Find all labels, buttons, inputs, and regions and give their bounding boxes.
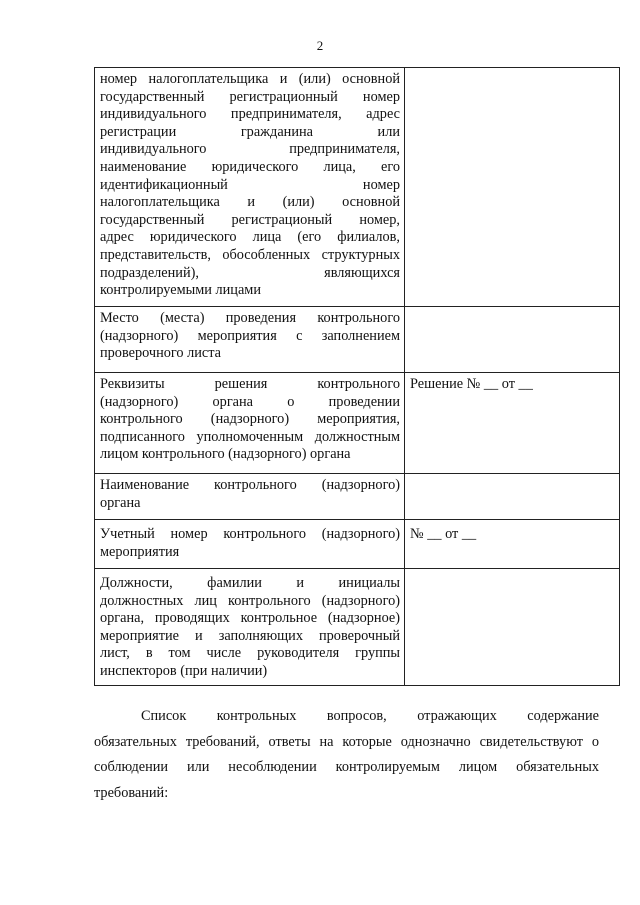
label-line: органа <box>100 494 141 511</box>
row-value-cell[interactable]: № __ от __ <box>405 520 620 569</box>
checklist-intro-paragraph <box>94 704 599 806</box>
paragraph-line: обязательных требований, ответы на которые однозначно свидетельствуют о <box>94 733 599 750</box>
checklist-header-table <box>94 67 620 686</box>
label-line: лицом контрольного (надзорного) органа <box>100 446 351 463</box>
label-line: идентификационный номер <box>100 176 400 193</box>
label-line: Учетный номер контрольного (надзорного) <box>100 526 400 542</box>
row-label-cell <box>95 569 405 686</box>
label-line: контролируемыми лицами <box>100 282 262 299</box>
label-line: представительств, обособленных структурных <box>100 246 400 263</box>
table-row <box>95 569 620 686</box>
label-line: индивидуального предпринимателя, адрес <box>100 106 400 123</box>
label-line: наименование юридического лица, его <box>100 158 400 175</box>
label-line: подписанного уполномоченным должностным <box>100 428 400 445</box>
page-number: 2 <box>316 38 324 53</box>
row-value-cell[interactable] <box>405 68 620 307</box>
table-row <box>95 68 620 307</box>
row-label-cell <box>95 68 405 307</box>
table-row <box>95 520 620 569</box>
label-line: инспекторов (при наличии) <box>100 662 268 679</box>
paragraph-line: требований: <box>94 784 169 801</box>
row-label-cell <box>95 373 405 474</box>
label-line: номер налогоплательщика и (или) основной <box>100 71 400 87</box>
label-line: регистрации гражданина или <box>100 123 400 140</box>
label-line: контрольного (надзорного) мероприятия, <box>100 411 400 428</box>
label-line: налогоплательщика и (или) основной <box>100 194 400 211</box>
label-line: (надзорного) мероприятия с заполнением <box>100 327 400 344</box>
label-line: подразделений), являющихся <box>100 264 400 281</box>
label-line: мероприятие и заполняющих проверочный <box>100 627 400 644</box>
table-row <box>95 373 620 474</box>
label-line: государственный регистрационый номер, <box>100 211 400 228</box>
label-line: индивидуального предпринимателя, <box>100 141 400 158</box>
label-line: Должности, фамилии и инициалы <box>100 575 400 591</box>
label-line: Реквизиты решения контрольного <box>100 376 400 392</box>
paragraph-line: соблюдении или несоблюдении контролируемым лицом обязательных <box>94 759 599 775</box>
row-value-cell[interactable] <box>405 569 620 686</box>
label-line: (надзорного) органа о проведении <box>100 393 400 410</box>
row-value-cell[interactable] <box>405 307 620 373</box>
row-label-cell <box>95 474 405 520</box>
label-line: мероприятия <box>100 543 180 560</box>
label-line: государственный регистрационный номер <box>100 88 400 105</box>
label-line: Место (места) проведения контрольного <box>100 310 400 326</box>
paragraph-line: Список контрольных вопросов, отражающих содержание <box>141 708 599 724</box>
label-line: лист, в том числе руководителя группы <box>100 645 400 662</box>
row-label-cell <box>95 307 405 373</box>
row-value-cell[interactable] <box>405 474 620 520</box>
row-label-cell <box>95 520 405 569</box>
label-line: органа, проводящих контрольное (надзорное) <box>100 610 400 627</box>
label-line: проверочного листа <box>100 345 222 362</box>
row-value-cell[interactable]: Решение № __ от __ <box>405 373 620 474</box>
label-line: Наименование контрольного (надзорного) <box>100 477 400 493</box>
label-line: адрес юридического лица (его филиалов, <box>100 229 400 246</box>
label-line: должностных лиц контрольного (надзорного) <box>100 592 400 609</box>
table-row <box>95 474 620 520</box>
table-row <box>95 307 620 373</box>
